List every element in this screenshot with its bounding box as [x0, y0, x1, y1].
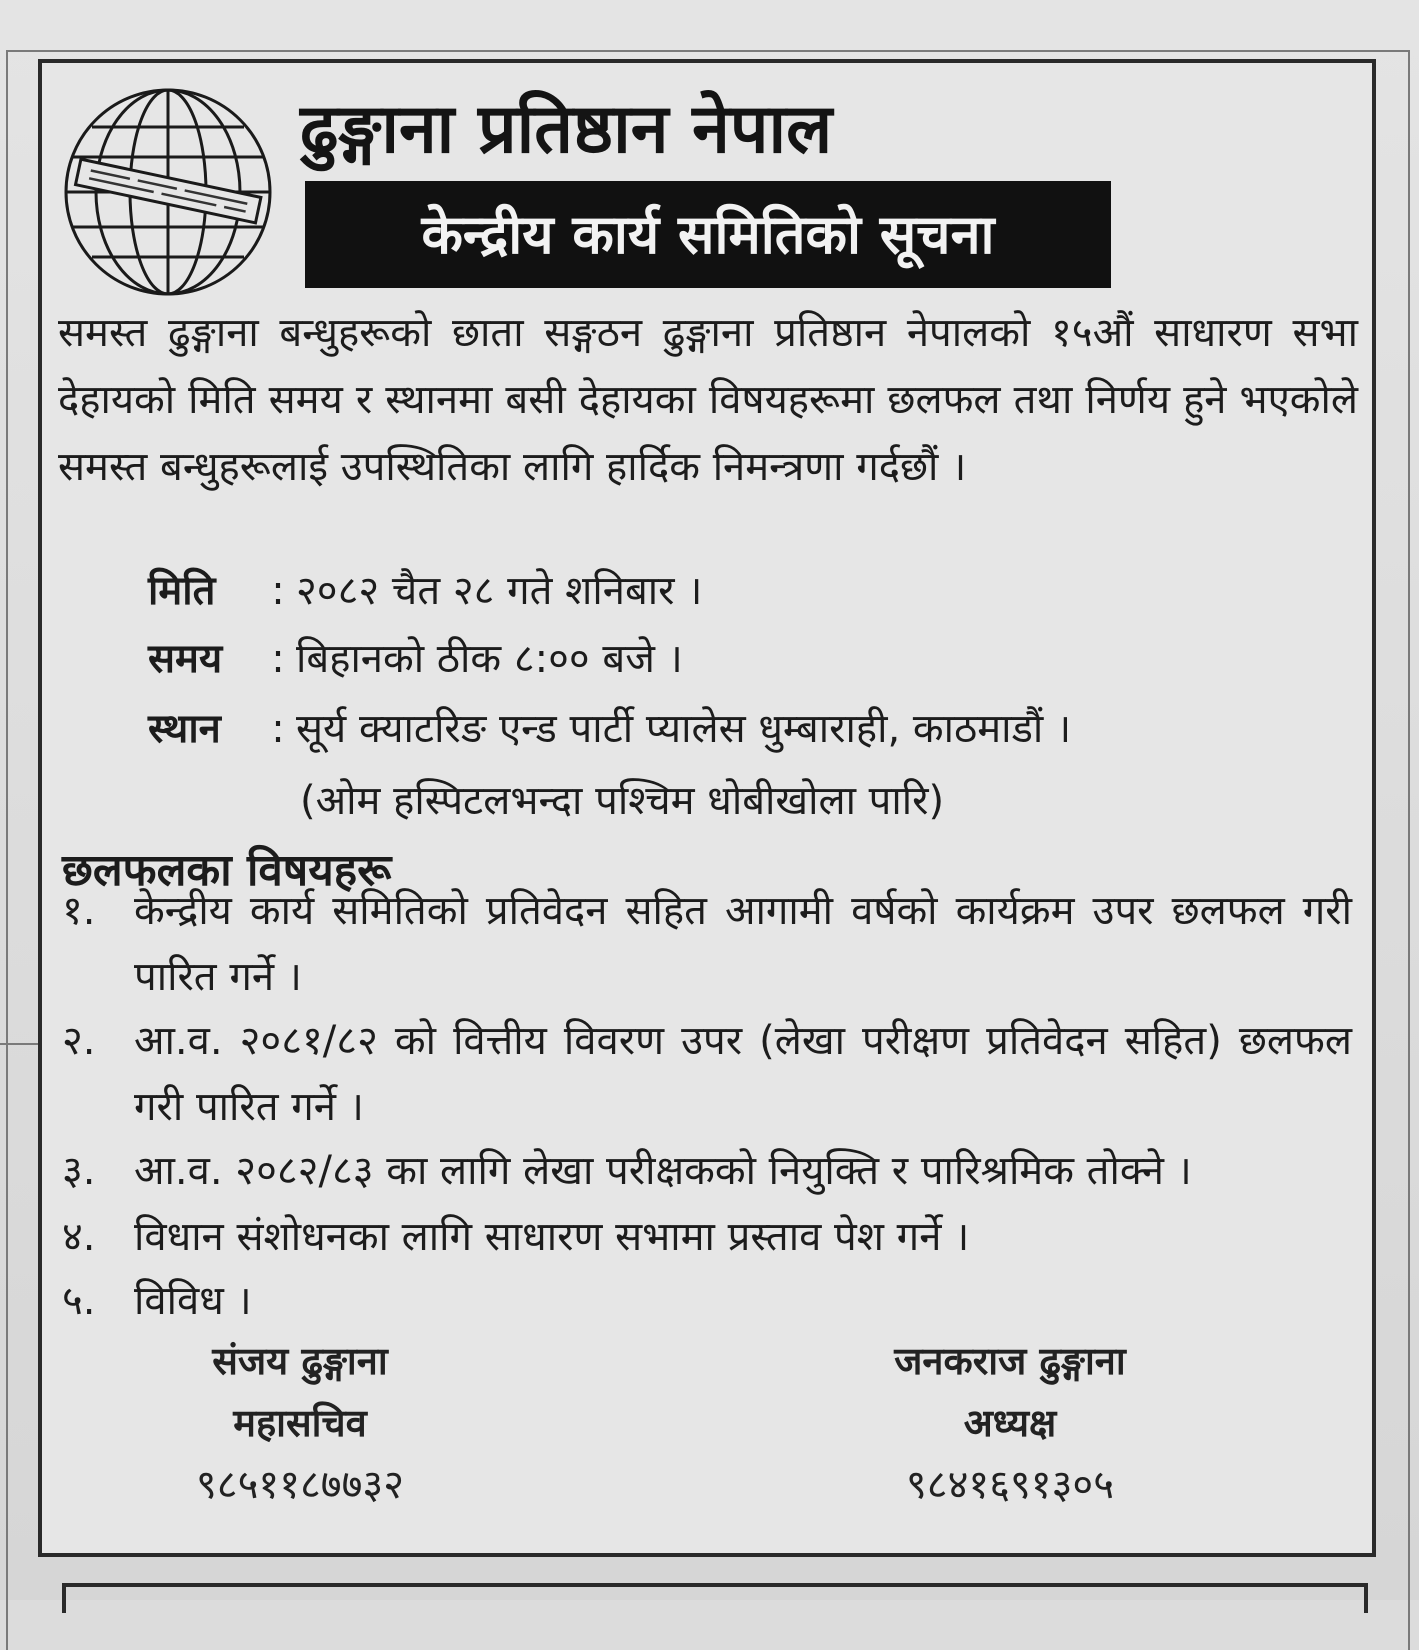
agenda-text: आ.व. २०८१/८२ को वित्तीय विवरण उपर (लेखा परीक्षण प्रतिवेदन सहित) छलफल गरी पारित गर्ने ।: [134, 1018, 1352, 1130]
signatory-name: जनकराज ढुङ्गाना: [894, 1339, 1126, 1383]
agenda-number: २.: [62, 1018, 96, 1064]
agenda-number: १.: [62, 888, 96, 934]
agenda-item-5: [62, 1268, 1352, 1334]
signatory-title: अध्यक्ष: [963, 1401, 1057, 1445]
venue-note: (ओम हस्पिटलभन्दा पश्चिम धोबीखोला पारि): [300, 778, 945, 824]
venue-label: स्थान: [148, 706, 221, 752]
organization-name: ढुङ्गाना प्रतिष्ठान नेपाल: [300, 90, 833, 169]
agenda-number: ४.: [62, 1214, 96, 1260]
time-value: बिहानको ठीक ८:०० बजे ।: [296, 636, 683, 682]
signatory-title: महासचिव: [233, 1401, 367, 1445]
date-row: [148, 558, 1348, 624]
venue-value: सूर्य क्याटरिङ एन्ड पार्टी प्यालेस धुम्बाराही, काठमाडौं ।: [296, 706, 1072, 752]
agenda-item-3: [62, 1138, 1352, 1204]
time-row: [148, 626, 1348, 692]
globe-logo-icon: [58, 82, 278, 302]
agenda-number: ५.: [62, 1278, 96, 1324]
agenda-item-4: [62, 1204, 1352, 1270]
signatory-name: संजय ढुङ्गाना: [212, 1339, 388, 1383]
time-label: समय: [148, 636, 223, 682]
notice-title: केन्द्रीय कार्य समितिको सूचना: [305, 181, 1111, 288]
agenda-text: केन्द्रीय कार्य समितिको प्रतिवेदन सहित आगामी वर्षको कार्यक्रम उपर छलफल गरी पारित गर्ने ।: [134, 888, 1352, 1000]
frame-divider: [0, 1043, 40, 1045]
agenda-heading: छलफलका विषयहरू: [62, 845, 392, 896]
date-value: २०८२ चैत २८ गते शनिबार ।: [296, 568, 703, 614]
agenda-text: विधान संशोधनका लागि साधारण सभामा प्रस्ताव पेश गर्ने ।: [134, 1214, 970, 1260]
signatory-president: [790, 1330, 1230, 1516]
agenda-number: ३.: [62, 1148, 96, 1194]
signatory-general-secretary: [80, 1330, 520, 1516]
agenda-item-1: [62, 878, 1352, 1010]
date-label: मिति: [148, 568, 216, 614]
agenda-item-2: [62, 1008, 1352, 1140]
signatory-phone: ९८५११८७७३२: [196, 1462, 404, 1508]
intro-paragraph: समस्त ढुङ्गाना बन्धुहरूको छाता सङ्गठन ढुङ्गाना प्रतिष्ठान नेपालको १५औं साधारण सभा देहायको मिति समय र स्थानमा बसी देहायका विषयहरूमा छलफल तथा निर्णय हुने भएकोले समस्त बन्धुहरूलाई उपस्थितिका लागि हार्दिक निमन्त्रणा गर्दछौं ।: [58, 310, 1358, 490]
venue-row: [148, 696, 1348, 762]
agenda-text: विविध ।: [134, 1278, 252, 1324]
detail-separator: :: [271, 568, 285, 614]
next-notice-edge: [62, 1583, 1368, 1613]
detail-separator: :: [271, 636, 285, 682]
detail-separator: :: [271, 706, 285, 752]
signatory-phone: ९८४१६९१३०५: [906, 1462, 1114, 1508]
agenda-text: आ.व. २०८२/८३ का लागि लेखा परीक्षकको नियुक्ति र पारिश्रमिक तोक्ने ।: [134, 1148, 1192, 1194]
